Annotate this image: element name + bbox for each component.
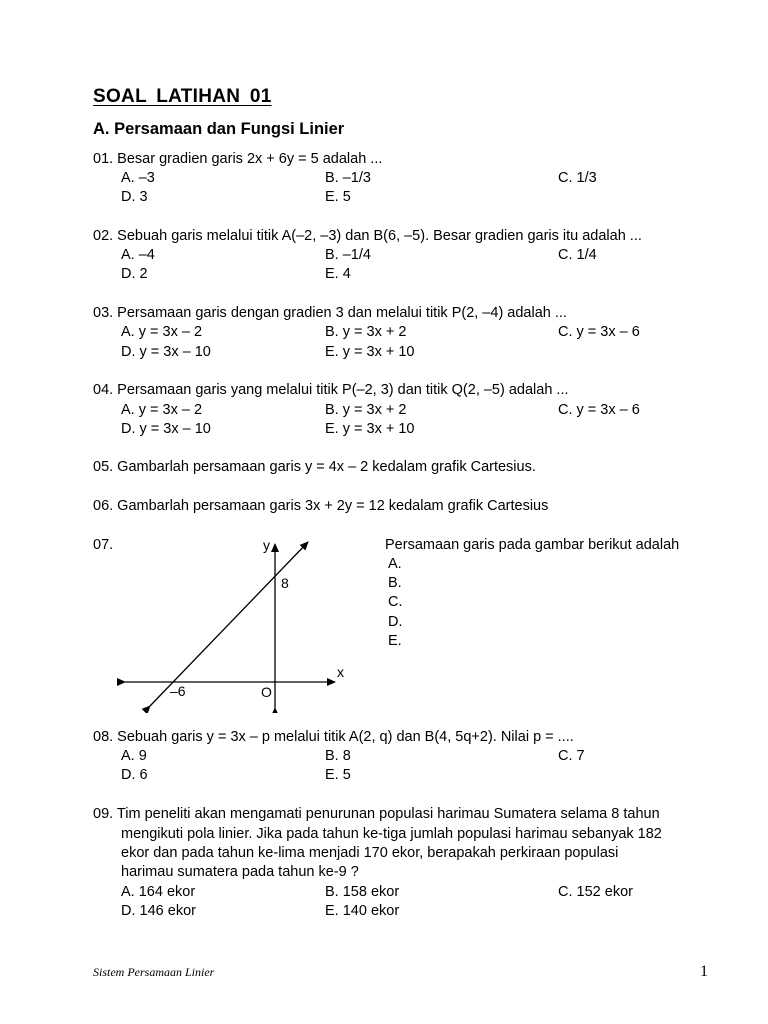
- q04-option-d: D. y = 3x – 10: [121, 421, 211, 437]
- q08-option-c: C. 7: [558, 748, 585, 764]
- q07-option-c: C.: [388, 594, 403, 610]
- q02-option-e: E. 4: [325, 266, 351, 282]
- q02-option-c: C. 1/4: [558, 247, 597, 263]
- question-01: 01. Besar gradien garis 2x + 6y = 5 adalah ...: [93, 151, 383, 167]
- q01-option-d: D. 3: [121, 189, 148, 205]
- question-02: 02. Sebuah garis melalui titik A(–2, –3) dan B(6, –5). Besar gradien garis itu adalah ...: [93, 228, 642, 244]
- question-09-line-4: harimau sumatera pada tahun ke-9 ?: [121, 864, 359, 880]
- q08-option-b: B. 8: [325, 748, 351, 764]
- question-09-line-1: 09. Tim peneliti akan mengamati penurunan populasi harimau Sumatera selama 8 tahun: [93, 806, 660, 822]
- section-heading: A. Persamaan dan Fungsi Linier: [93, 120, 345, 138]
- q03-option-d: D. y = 3x – 10: [121, 344, 211, 360]
- cartesian-graph: [115, 533, 355, 713]
- q02-option-b: B. –1/4: [325, 247, 371, 263]
- origin-label: O: [261, 684, 272, 700]
- q08-option-e: E. 5: [325, 767, 351, 783]
- q03-option-e: E. y = 3x + 10: [325, 344, 415, 360]
- q09-option-e: E. 140 ekor: [325, 903, 400, 919]
- q01-option-a: A. –3: [121, 170, 155, 186]
- q09-option-a: A. 164 ekor: [121, 884, 196, 900]
- q09-option-d: D. 146 ekor: [121, 903, 196, 919]
- question-09-line-3: ekor dan pada tahun ke-lima menjadi 170 ekor, berapakah perkiraan populasi: [121, 845, 619, 861]
- q04-option-a: A. y = 3x – 2: [121, 402, 203, 418]
- q01-option-b: B. –1/3: [325, 170, 371, 186]
- worksheet-title: SOAL LATIHAN 01: [93, 86, 272, 107]
- x-axis-label: x: [337, 664, 344, 680]
- q08-option-a: A. 9: [121, 748, 147, 764]
- page-footer: Sistem Persamaan Linier: [93, 965, 215, 979]
- question-07-number: 07.: [93, 537, 114, 553]
- page-number: 1: [700, 963, 708, 980]
- q04-option-c: C. y = 3x – 6: [558, 402, 640, 418]
- question-07-prompt: Persamaan garis pada gambar berikut adalah: [385, 537, 680, 553]
- q04-option-b: B. y = 3x + 2: [325, 402, 407, 418]
- question-09-line-2: mengikuti pola linier. Jika pada tahun ke-tiga jumlah populasi harimau sebanyak 182: [121, 826, 662, 842]
- q02-option-d: D. 2: [121, 266, 148, 282]
- q03-option-b: B. y = 3x + 2: [325, 324, 407, 340]
- q07-option-b: B.: [388, 575, 402, 591]
- question-03: 03. Persamaan garis dengan gradien 3 dan melalui titik P(2, –4) adalah ...: [93, 305, 567, 321]
- q09-option-c: C. 152 ekor: [558, 884, 633, 900]
- question-08: 08. Sebuah garis y = 3x – p melalui titik A(2, q) dan B(4, 5q+2). Nilai p = ....: [93, 729, 574, 745]
- y-intercept-label: 8: [281, 575, 289, 591]
- q01-option-e: E. 5: [325, 189, 351, 205]
- q04-option-e: E. y = 3x + 10: [325, 421, 415, 437]
- q07-option-d: D.: [388, 614, 403, 630]
- q01-option-c: C. 1/3: [558, 170, 597, 186]
- question-06: 06. Gambarlah persamaan garis 3x + 2y = 12 kedalam grafik Cartesius: [93, 498, 549, 514]
- x-intercept-label: –6: [170, 683, 186, 699]
- q03-option-a: A. y = 3x – 2: [121, 324, 203, 340]
- q07-option-e: E.: [388, 633, 402, 649]
- q08-option-d: D. 6: [121, 767, 148, 783]
- q03-option-c: C. y = 3x – 6: [558, 324, 640, 340]
- question-04: 04. Persamaan garis yang melalui titik P(–2, 3) dan titik Q(2, –5) adalah ...: [93, 382, 569, 398]
- q02-option-a: A. –4: [121, 247, 155, 263]
- q07-option-a: A.: [388, 556, 402, 572]
- question-05: 05. Gambarlah persamaan garis y = 4x – 2 kedalam grafik Cartesius.: [93, 459, 536, 475]
- q09-option-b: B. 158 ekor: [325, 884, 400, 900]
- y-axis-label: y: [263, 537, 270, 553]
